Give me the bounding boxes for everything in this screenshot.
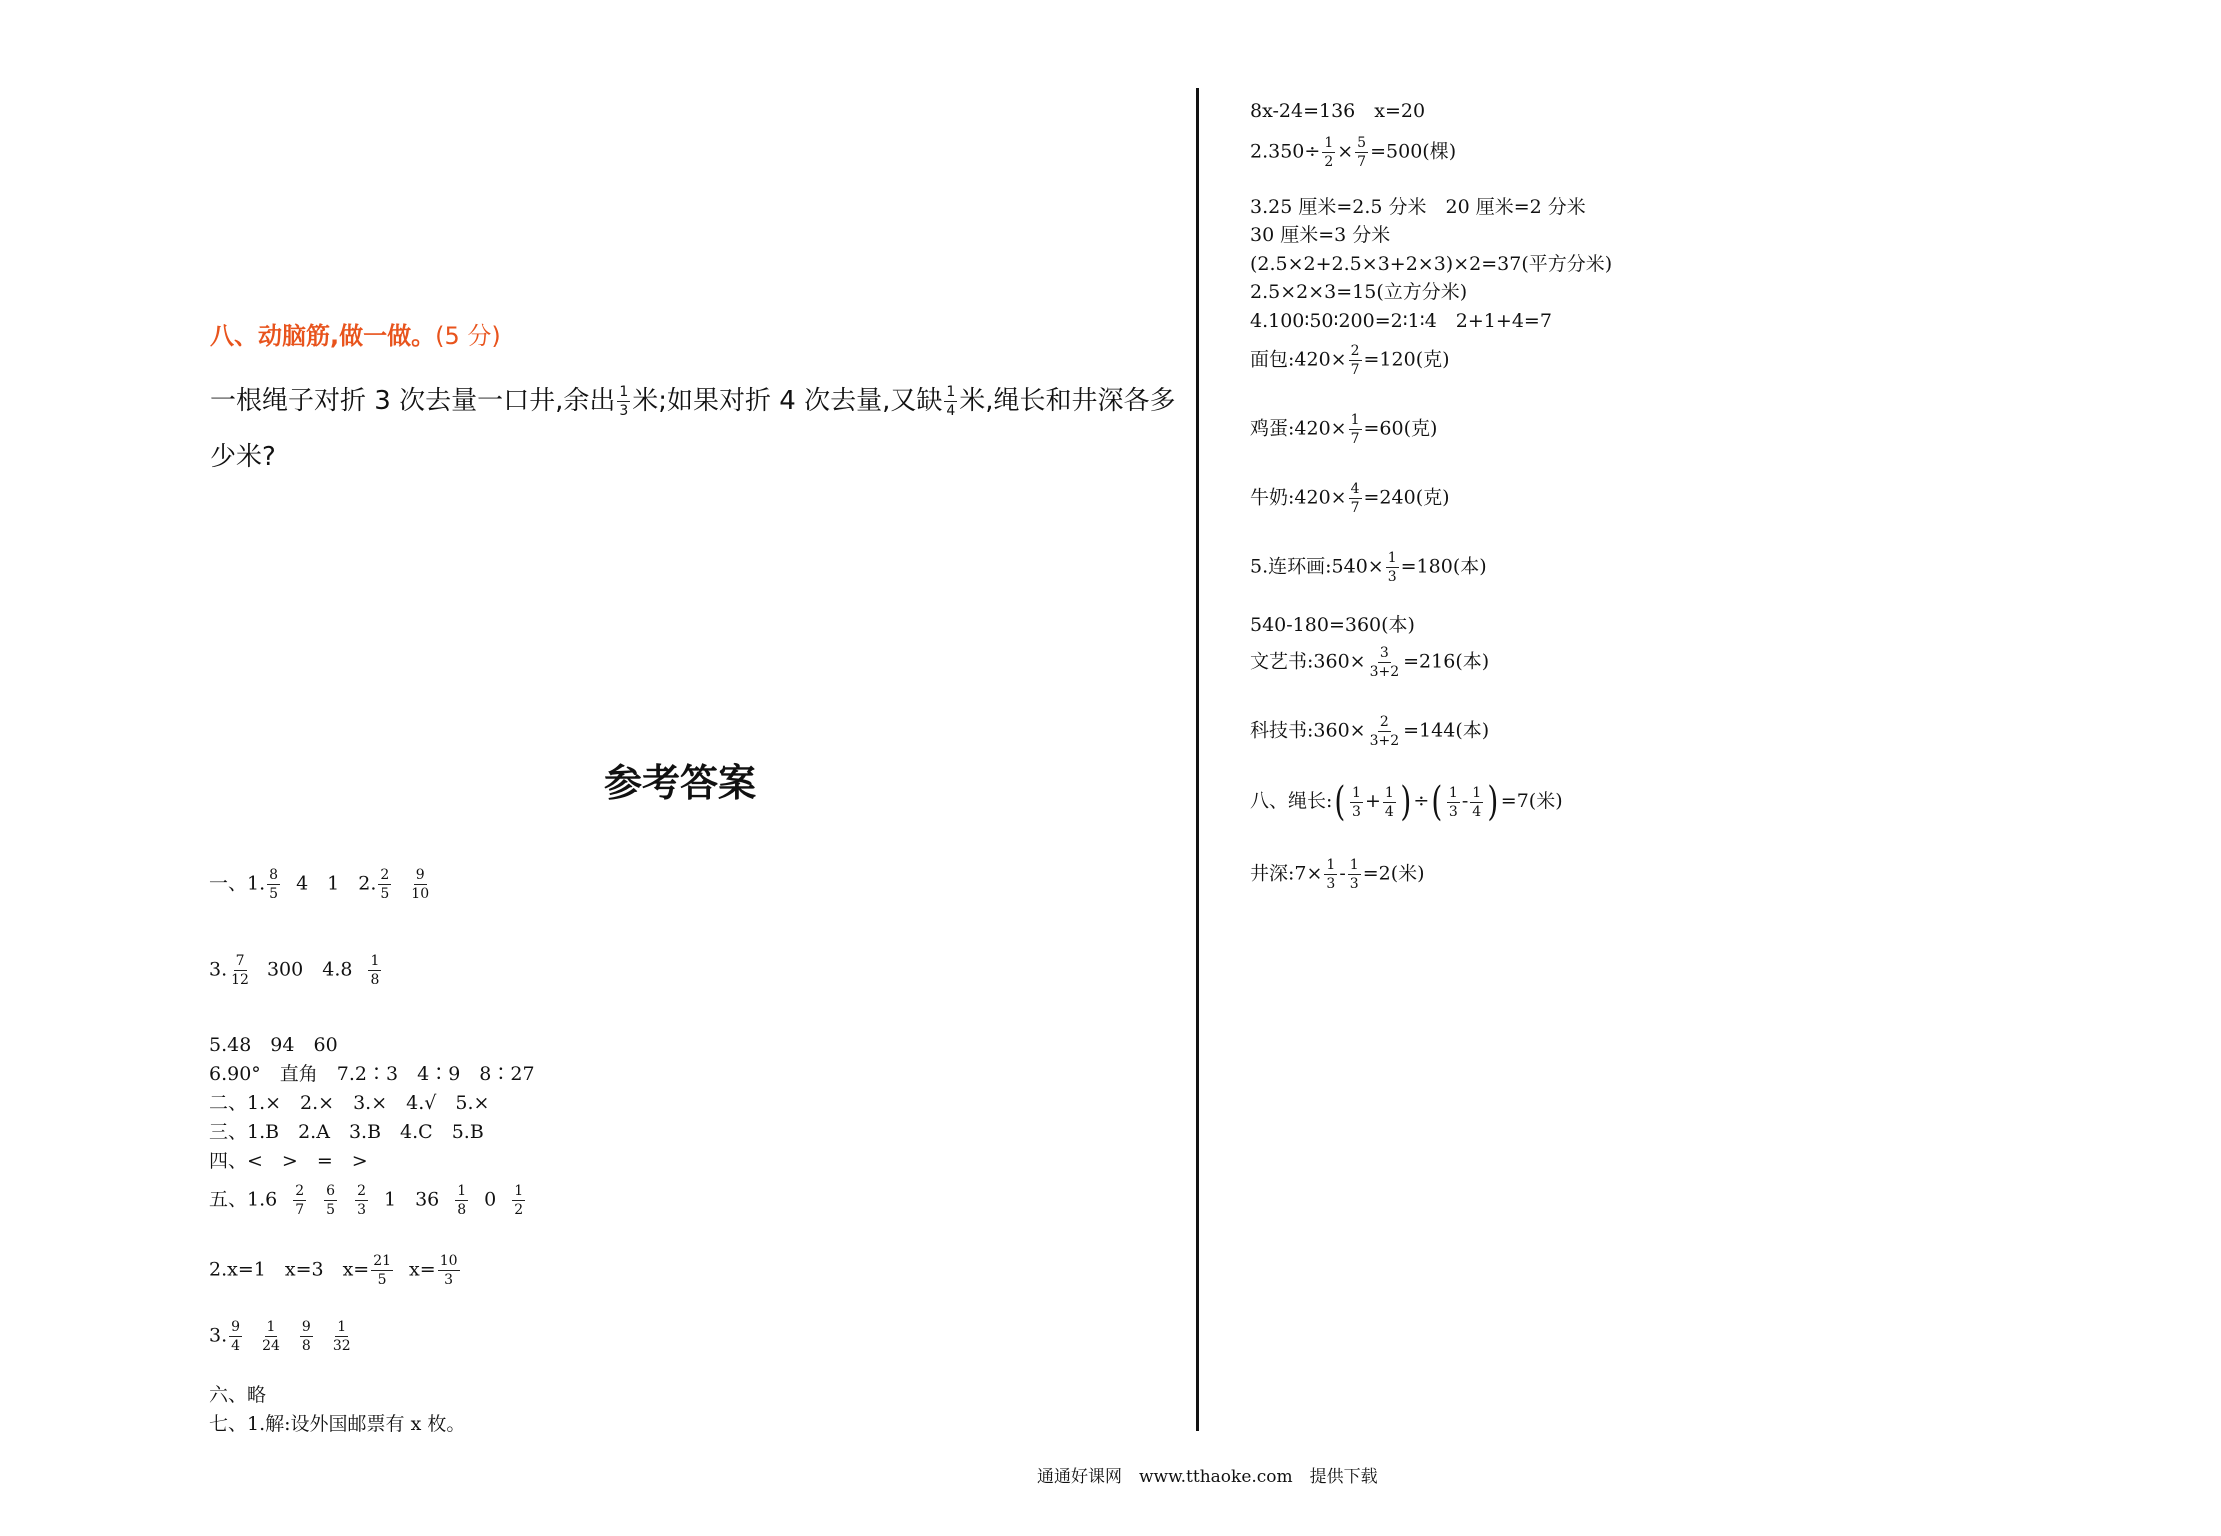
question-text-1: 一根绳子对折 3 次去量一口井,余出 xyxy=(210,386,616,416)
answer-line-1: 一、1. $\frac{8}{5}$ 4 1 2. $\frac{2}{5}$ $\frac{9}{10}$ xyxy=(209,867,430,902)
column-divider xyxy=(1196,88,1199,1431)
right-line-2: 2.350÷ $\frac{1}{2}$ × $\frac{5}{7}$ =500(棵) xyxy=(1250,135,1457,170)
question-text-3: 米,绳长和井深各多 xyxy=(959,386,1176,416)
question-text-2: 米;如果对折 4 次去量,又缺 xyxy=(632,386,943,416)
open-paren: ( xyxy=(1431,779,1443,825)
answer-line-3: 3. $\frac{7}{12}$ 300 4.8 $\frac{1}{8}$ xyxy=(209,953,380,988)
section-8-title xyxy=(210,316,501,351)
fraction: $\frac{1}{3}$ xyxy=(619,384,629,419)
right-line-8: 面包:420× $\frac{2}{7}$ =120(克) xyxy=(1250,343,1450,378)
answer-section-3: 三、1.B 2.A 3.B 4.C 5.B xyxy=(209,1121,484,1143)
right-line-5: (2.5×2+2.5×3+2×3)×2=37(平方分米) xyxy=(1250,253,1613,275)
answer-section-2: 二、1.× 2.× 3.× 4.√ 5.× xyxy=(209,1092,490,1114)
answer-section-7: 七、1.解:设外国邮票有 x 枚。 xyxy=(209,1413,466,1435)
open-paren: ( xyxy=(1334,779,1346,825)
right-line-3: 3.25 厘米=2.5 分米 20 厘米=2 分米 xyxy=(1250,196,1586,218)
right-line-9: 鸡蛋:420× $\frac{1}{7}$ =60(克) xyxy=(1250,412,1438,447)
right-line-14: 科技书:360× $\frac{2}{3+2}$ =144(本) xyxy=(1250,714,1490,749)
answer-section-6: 六、略 xyxy=(209,1384,267,1406)
answers-heading: 参考答案 xyxy=(604,761,757,805)
fraction: $\frac{1}{4}$ xyxy=(946,384,956,419)
right-line-15: 八、绳长:( $\frac{1}{3}$ + $\frac{1}{4}$ ) ÷( $\frac{1}{3}$ - $\frac{1}{4}$ ) =7(米) xyxy=(1250,779,1563,825)
footer-credit: 通通好课网 www.tthaoke.com 提供下载 xyxy=(1037,1467,1378,1487)
answer-section-4: 四、< > = > xyxy=(209,1150,368,1172)
answer-section-5-line-2: 2.x=1 x=3 x= $\frac{21}{5}$ x= $\frac{10}{3}$ xyxy=(209,1253,458,1288)
right-line-12: 540-180=360(本) xyxy=(1250,614,1415,636)
section-8-question xyxy=(210,380,1176,418)
right-line-1: 8x-24=136 x=20 xyxy=(1250,100,1426,122)
right-line-13: 文艺书:360× $\frac{3}{3+2}$ =216(本) xyxy=(1250,645,1490,680)
section-8-points: (5 分) xyxy=(435,322,501,350)
right-line-11: 5.连环画:540× $\frac{1}{3}$ =180(本) xyxy=(1250,550,1487,585)
right-line-7: 4.100∶50∶200=2∶1∶4 2+1+4=7 xyxy=(1250,310,1552,332)
section-8-title-text: 八、动脑筋,做一做。 xyxy=(210,322,436,350)
answer-line-5: 5.48 94 60 xyxy=(209,1034,338,1056)
right-line-6: 2.5×2×3=15(立方分米) xyxy=(1250,281,1468,303)
right-line-10: 牛奶:420× $\frac{4}{7}$ =240(克) xyxy=(1250,481,1450,516)
answer-section-5: 五、1.6 $\frac{2}{7}$ $\frac{6}{5}$ $\frac{2}{3}$ 1 36 $\frac{1}{8}$ 0 $\frac{1}{2}$ xyxy=(209,1183,524,1218)
answer-line-6: 6.90° 直角 7.2∶3 4∶9 8∶27 xyxy=(209,1063,535,1085)
answer-section-5-line-3: 3. $\frac{9}{4}$ $\frac{1}{24}$ $\frac{9}{8}$ $\frac{1}{32}$ xyxy=(209,1319,351,1354)
close-paren: ) xyxy=(1487,779,1499,825)
right-line-4: 30 厘米=3 分米 xyxy=(1250,224,1391,246)
question-line-2: 少米? xyxy=(210,442,276,472)
right-line-16: 井深:7× $\frac{1}{3}$ - $\frac{1}{3}$ =2(米) xyxy=(1250,857,1425,892)
close-paren: ) xyxy=(1400,779,1412,825)
